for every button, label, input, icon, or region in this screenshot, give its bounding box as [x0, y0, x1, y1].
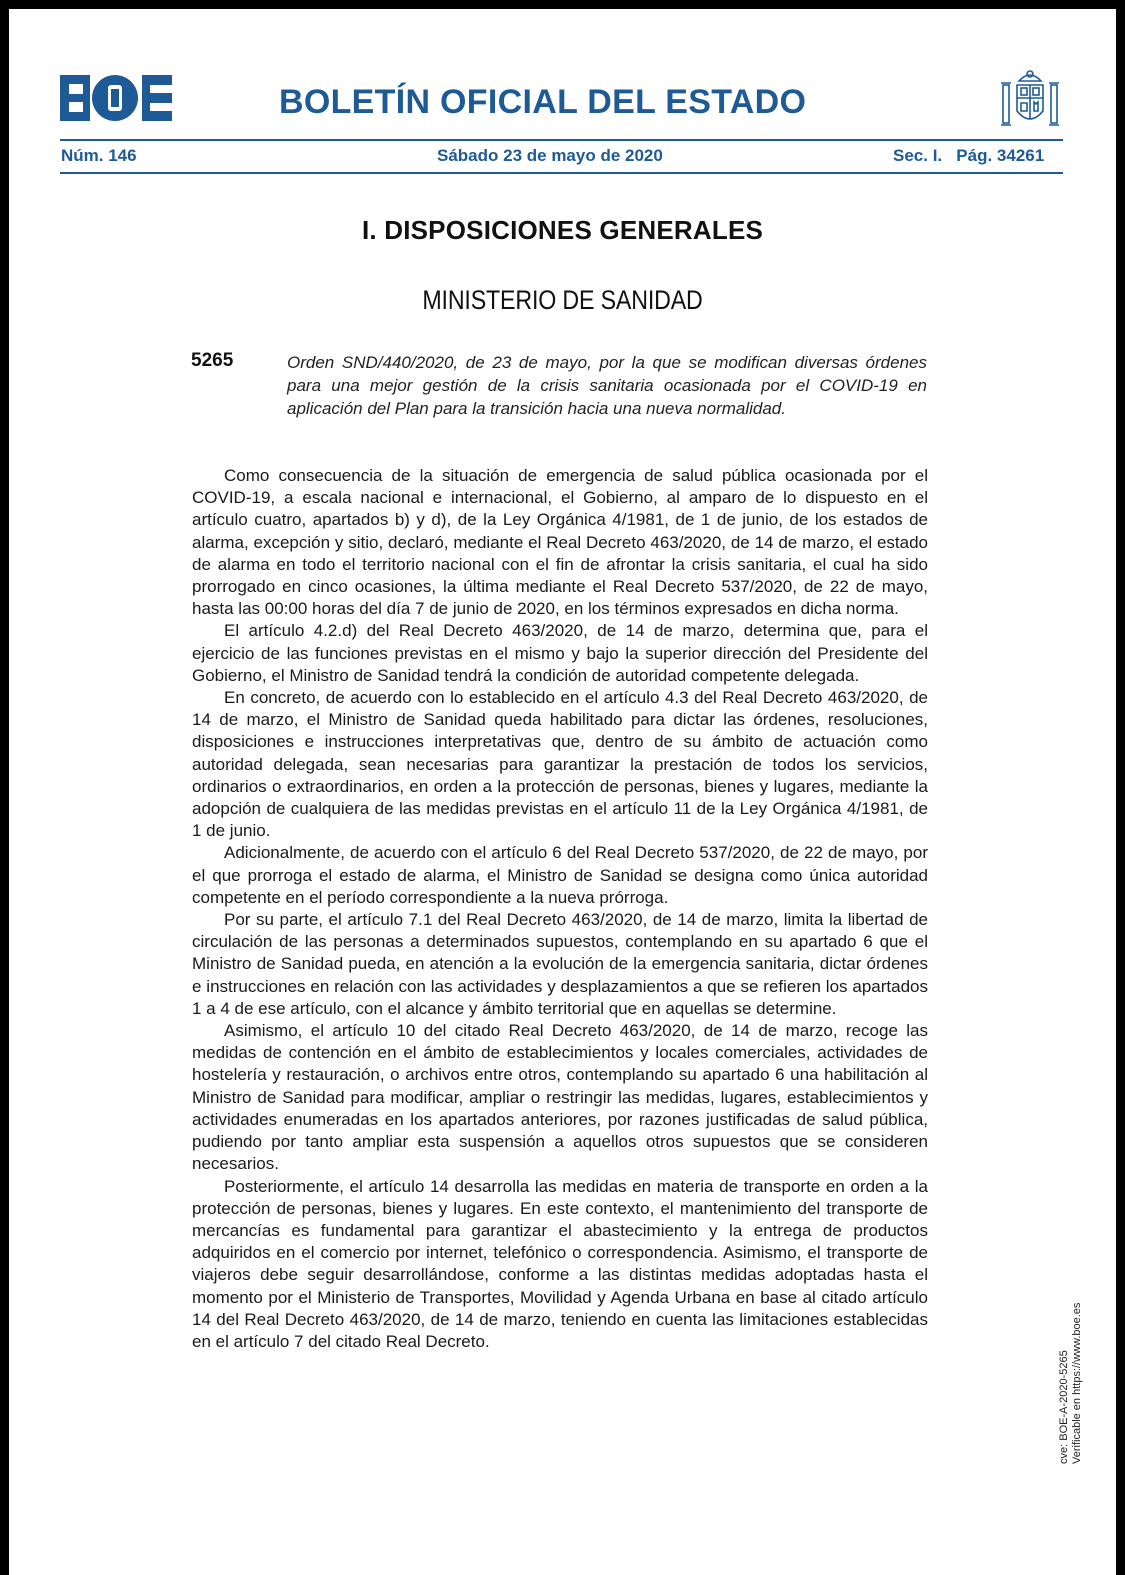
ministry-name: MINISTERIO DE SANIDAD: [422, 285, 703, 315]
cve-code: cve: BOE-A-2020-5265: [1058, 1350, 1070, 1464]
spain-coat-of-arms-icon: [999, 67, 1061, 131]
document-page: [9, 9, 1116, 1575]
header-rule-top: [60, 139, 1063, 141]
verification-note: [1058, 1303, 1084, 1464]
paragraph: Posteriormente, el artículo 14 desarrolla las medidas en materia de transporte en orden a la protección de personas, bienes y lugares. En este contexto, el mantenimiento del transporte de mercancías es fundamental para garantizar el abastecimiento y la entrega de productos adquiridos en el comercio por internet, telefónico o correspondencia. Asimismo, el transporte de viajeros debe seguir desarrollándose, conforme a las distintas medidas adoptadas hasta el momento por el Ministerio de Transportes, Movilidad y Agenda Urbana en base al citado artículo 14 del Real Decreto 463/2020, de 14 de marzo, teniendo en cuenta las limitaciones establecidas en el artículo 7 del citado Real Decreto.: [192, 1176, 928, 1351]
paragraph: Adicionalmente, de acuerdo con el artículo 6 del Real Decreto 537/2020, de 22 de mayo, por el que prorroga el estado de alarma, el Ministro de Sanidad se designa como única autoridad competente en el período correspondiente a la nueva prórroga.: [192, 843, 928, 907]
body-text: [192, 465, 928, 1353]
order-number: 5265: [191, 350, 234, 371]
issue-number: Núm. 146: [61, 146, 137, 165]
section-title: I. DISPOSICIONES GENERALES: [361, 215, 764, 245]
paragraph: En concreto, de acuerdo con lo establecido en el artículo 4.3 del Real Decreto 463/2020, de 14 de marzo, el Ministro de Sanidad queda habilitado para dictar las órdenes, resoluciones, disposiciones e instrucciones interpretativas que, dentro de su ámbito de actuación como autoridad delegada, sean necesarias para garantizar la prestación de todos los servicios, ordinarios o extraordinarios, en orden a la protección de personas, bienes y lugares, mediante la adopción de cualquiera de las medidas previstas en el artículo 11 de la Ley Orgánica 4/1981, de 1 de junio.: [192, 688, 928, 841]
header-rule-bottom: [60, 172, 1063, 174]
publication-title: BOLETÍN OFICIAL DEL ESTADO: [279, 83, 807, 121]
paragraph: Asimismo, el artículo 10 del citado Real Decreto 463/2020, de 14 de marzo, recoge las medidas de contención en el ámbito de establecimientos y locales comerciales, actividades de hostelería y restauración, o archivos entre otros, contemplando su apartado 6 una habilitación al Ministro de Sanidad para modificar, ampliar o restringir las medidas, lugares, establecimientos y actividades enumeradas en los apartados anteriores, por razones justificadas de salud pública, pudiendo por tanto ampliar esta suspensión a aquellos otros supuestos que se consideren necesarios.: [192, 1021, 928, 1174]
paragraph: Por su parte, el artículo 7.1 del Real Decreto 463/2020, de 14 de marzo, limita la libertad de circulación de las personas a determinados supuestos, contemplando en su apartado 6 que el Ministro de Sanidad pueda, en atención a la evolución de la emergencia sanitaria, dictar órdenes e instrucciones en relación con las actividades y desplazamientos a que se refieren los apartados 1 a 4 de ese artículo, con el alcance y ámbito territorial que en aquellas se determine.: [192, 910, 928, 1018]
paragraph: El artículo 4.2.d) del Real Decreto 463/2020, de 14 de marzo, determina que, para el ejercicio de las funciones previstas en el mismo y bajo la superior dirección del Presidente del Gobierno, el Ministro de Sanidad tendrá la condición de autoridad competente delegada.: [192, 621, 928, 685]
order-title: Orden SND/440/2020, de 23 de mayo, por la que se modifican diversas órdenes para una mejor gestión de la crisis sanitaria ocasionada por el COVID-19 en aplicación del Plan para la transición hacia una nueva normalidad.: [287, 353, 927, 418]
verification-url: Verificable en https://www.boe.es: [1071, 1302, 1083, 1464]
issue-date: Sábado 23 de mayo de 2020: [437, 146, 663, 165]
paragraph: Como consecuencia de la situación de emergencia de salud pública ocasionada por el COVID-19, a escala nacional e internacional, el Gobierno, al amparo de lo dispuesto en el artículo cuatro, apartados b) y d), de la Ley Orgánica 4/1981, de 1 de junio, de los estados de alarma, excepción y sitio, declaró, mediante el Real Decreto 463/2020, de 14 de marzo, el estado de alarma en todo el territorio nacional con el fin de afrontar la crisis sanitaria, el cual ha sido prorrogado en cinco ocasiones, la última mediante el Real Decreto 537/2020, de 22 de mayo, hasta las 00:00 horas del día 7 de junio de 2020, en los términos expresados en dicha norma.: [192, 466, 928, 619]
boe-logo: [60, 75, 172, 121]
section-page: Sec. I. Pág. 34261: [893, 146, 1045, 165]
